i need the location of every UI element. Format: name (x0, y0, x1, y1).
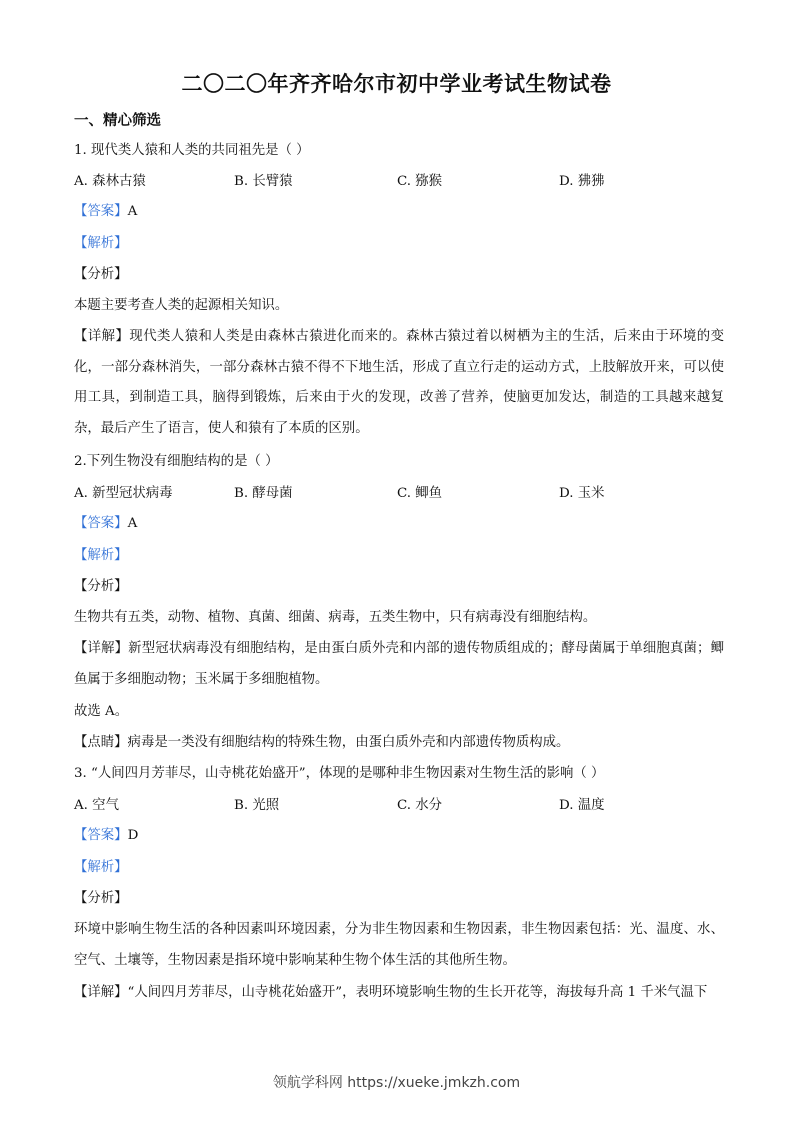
question-1-detail: 【详解】现代类人猿和人类是由森林古猿进化而来的。森林古猿过着以树栖为主的生活，后来由于环境的变化，一部分森林消失，一部分森林古猿不得不下地生活，形成了直立行走的运动方式，上肢解放开来，可以使用工具，到制造工具，脑得到锻炼，后来由于火的发现，改善了营养，使脑更加发达，制造的工具越来越复杂，最后产生了语言，使人和猿有了本质的区别。 (74, 329, 724, 436)
question-1-option-b: B. 长臂猿 (234, 174, 293, 189)
answer-label: 【答案】 (74, 516, 128, 531)
question-3-option-a: A. 空气 (74, 798, 119, 813)
question-3-detail: 【详解】“人间四月芳菲尽，山寺桃花始盛开”，表明环境影响生物的生长开花等，海拔每升高 1 千米气温下 (74, 985, 708, 1000)
question-2-option-a: A. 新型冠状病毒 (74, 486, 173, 501)
question-2-option-b: B. 酵母菌 (234, 486, 293, 501)
question-3-option-c: C. 水分 (397, 798, 443, 813)
page-title: 二〇二〇年齐齐哈尔市初中学业考试生物试卷 (181, 72, 612, 96)
question-1-answer (74, 202, 137, 222)
answer-label: 【答案】 (74, 204, 128, 219)
answer-label: 【答案】 (74, 828, 128, 843)
question-1-option-c: C. 猕猴 (397, 174, 443, 189)
question-2-option-c: C. 鲫鱼 (397, 486, 443, 501)
question-1-jiexi: 【解析】 (74, 236, 128, 251)
question-2-detail: 【详解】新型冠状病毒没有细胞结构，是由蛋白质外壳和内部的遗传物质组成的；酵母菌属于单细胞真菌；鲫鱼属于多细胞动物；玉米属于多细胞植物。 (74, 641, 724, 687)
question-3-stem: 3. “人间四月芳菲尽，山寺桃花始盛开”，体现的是哪种非生物因素对生物生活的影响（ ） (74, 766, 605, 781)
footer-watermark: 领航学科网 https://xueke.jmkzh.com (272, 1075, 521, 1091)
answer-value: D (127, 828, 139, 843)
question-1-option-d: D. 狒狒 (559, 174, 605, 189)
question-1-fenxi: 【分析】 (74, 267, 128, 282)
question-3-analysis: 环境中影响生物生活的各种因素叫环境因素，分为非生物因素和生物因素，非生物因素包括：光、温度、水、空气、土壤等，生物因素是指环境中影响某种生物个体生活的其他所生物。 (74, 922, 724, 968)
question-3-answer (74, 826, 138, 846)
question-2-stem: 2.下列生物没有细胞结构的是（ ） (74, 454, 279, 469)
question-1-analysis: 本题主要考查人类的起源相关知识。 (74, 298, 289, 313)
section-heading: 一、精心筛选 (74, 113, 161, 129)
question-2-conclusion: 故选 A。 (74, 704, 129, 719)
question-2-fenxi: 【分析】 (74, 579, 128, 594)
question-3-option-b: B. 光照 (234, 798, 280, 813)
question-2-option-d: D. 玉米 (559, 486, 605, 501)
question-2-comment: 【点睛】病毒是一类没有细胞结构的特殊生物，由蛋白质外壳和内部遗传物质构成。 (74, 735, 570, 750)
question-3-fenxi: 【分析】 (74, 891, 128, 906)
question-2-answer (74, 514, 137, 534)
question-3-jiexi: 【解析】 (74, 860, 128, 875)
question-2-analysis: 生物共有五类，动物、植物、真菌、细菌、病毒，五类生物中，只有病毒没有细胞结构。 (74, 610, 597, 625)
question-1-stem: 1. 现代类人猿和人类的共同祖先是（ ） (74, 143, 310, 158)
question-1-option-a: A. 森林古猿 (74, 174, 146, 189)
answer-value: A (127, 516, 138, 531)
question-2-jiexi: 【解析】 (74, 548, 128, 563)
answer-value: A (127, 204, 138, 219)
question-3-option-d: D. 温度 (559, 798, 605, 813)
